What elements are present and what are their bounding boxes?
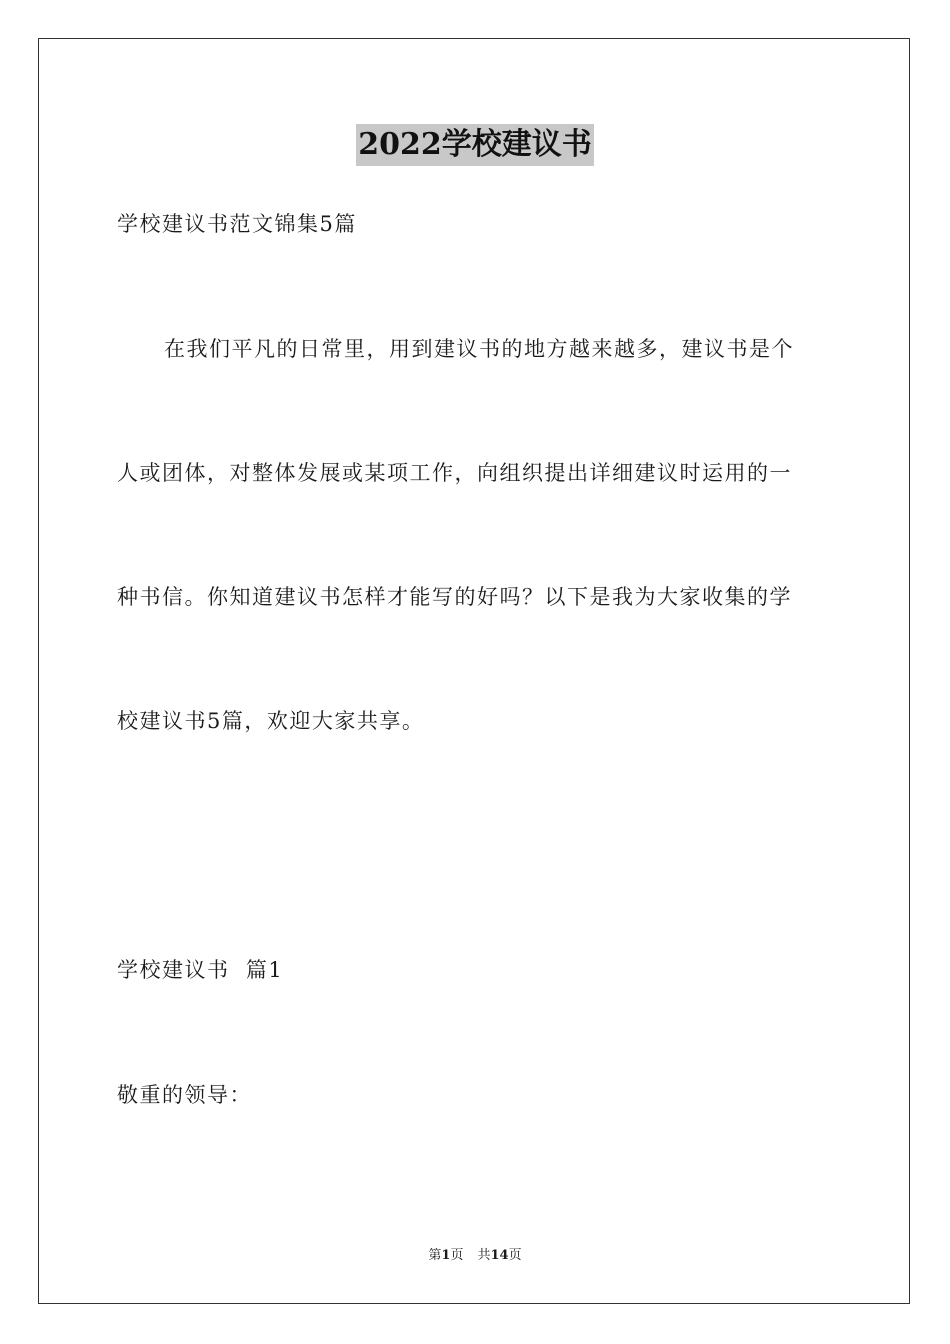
- footer-total-suffix: 页: [508, 1248, 522, 1263]
- section-heading: 学校建议书 篇1: [117, 958, 284, 982]
- footer-page-prefix: 第: [428, 1248, 442, 1263]
- footer-total-prefix: 共: [477, 1248, 491, 1263]
- title-block: [0, 124, 950, 166]
- footer-page-suffix: 页: [450, 1248, 464, 1263]
- intro-line-1: 在我们平凡的日常里，用到建议书的地方越来越多，建议书是个: [164, 337, 794, 361]
- footer-page-number: 1: [441, 1248, 451, 1263]
- intro-line-4: 校建议书5篇，欢迎大家共享。: [117, 709, 425, 733]
- document-subtitle: 学校建议书范文锦集5篇: [117, 212, 357, 236]
- salutation: 敬重的领导：: [117, 1083, 252, 1107]
- document-title: 2022学校建议书: [356, 124, 594, 166]
- intro-line-2: 人或团体，对整体发展或某项工作，向组织提出详细建议时运用的一: [117, 461, 792, 485]
- intro-line-3: 种书信。你知道建议书怎样才能写的好吗？以下是我为大家收集的学: [117, 585, 792, 609]
- footer-total-pages: 14: [490, 1248, 509, 1263]
- page-footer: [0, 1247, 950, 1265]
